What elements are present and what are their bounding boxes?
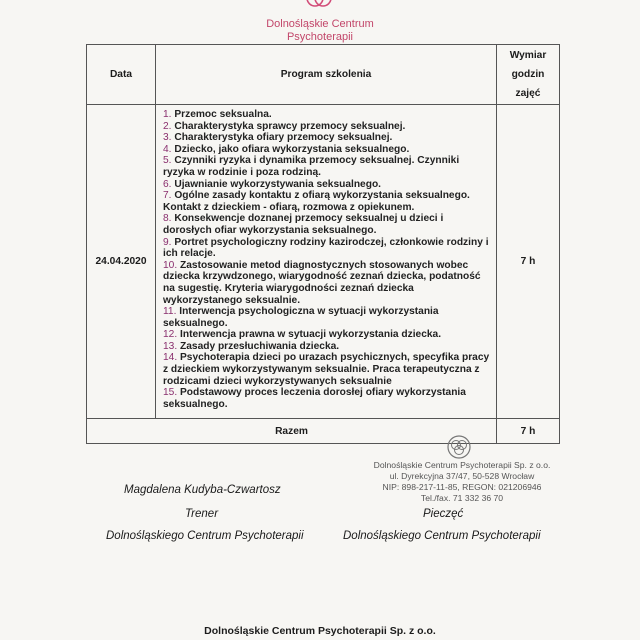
topic-text: Ogólne zasady kontaktu z ofiarą wykorzystania seksualnego. Kontakt z dzieckiem - ofiarą, rozmowa z opiekunem. <box>163 190 470 213</box>
topic-number: 2. <box>163 120 172 132</box>
table-row <box>87 105 560 419</box>
list-item <box>163 121 490 133</box>
list-item <box>163 190 490 213</box>
topic-number: 11. <box>163 306 177 318</box>
list-item <box>163 132 490 144</box>
trainer-role: Trener <box>185 508 219 520</box>
stamp-organization: Dolnośląskiego Centrum Psychoterapii <box>343 530 541 542</box>
topic-text: Ujawnianie wykorzystywania seksualnego. <box>174 178 382 190</box>
topic-number: 14. <box>163 352 178 364</box>
training-date: 24.04.2020 <box>87 105 156 419</box>
topic-text: Dziecko, jako ofiara wykorzystania seksualnego. <box>174 143 410 155</box>
topic-number: 4. <box>163 143 172 155</box>
program-content-cell <box>156 105 497 419</box>
col-header-hours-line1: Wymiar <box>509 50 547 61</box>
list-item <box>163 213 490 236</box>
training-program-table <box>86 44 560 444</box>
topic-number: 7. <box>163 190 172 202</box>
topic-text: Psychoterapia dzieci po urazach psychicznych, specyfika pracy z dzieckiem wykorzystywanym seksualnie. Praca terapeutyczna z rodzicami dzieci wykorzystywanych seksualnie <box>163 352 490 387</box>
topic-number: 12. <box>163 329 178 341</box>
list-item <box>163 260 490 306</box>
org-name-line1: Dolnośląskie Centrum <box>266 18 374 30</box>
topic-text: Interwencja psychologiczna w sytuacji wykorzystania seksualnego. <box>163 306 439 329</box>
stamp-line-company: Dolnośląskie Centrum Psychoterapii Sp. z o.o. <box>373 460 551 470</box>
table-header-row <box>87 45 560 105</box>
topic-number: 15. <box>163 387 178 399</box>
stamp-line-phone: Tel./fax. 71 332 36 70 <box>420 493 504 503</box>
list-item <box>163 109 490 121</box>
topic-text: Zasady przesłuchiwania dziecka. <box>180 340 340 352</box>
topic-number: 13. <box>163 340 178 352</box>
topic-number: 3. <box>163 132 172 144</box>
col-header-hours <box>497 45 560 105</box>
topic-list <box>159 107 494 416</box>
list-item <box>163 329 490 341</box>
list-item <box>163 387 490 410</box>
topic-number: 5. <box>163 155 172 167</box>
topic-text: Interwencja prawna w sytuacji wykorzystania dziecka. <box>180 329 442 341</box>
col-header-date: Data <box>87 45 156 105</box>
col-header-hours-line3: zajęć <box>515 88 541 99</box>
topic-text: Podstawowy proces leczenia dorosłej ofiary wykorzystania seksualnego. <box>163 387 466 410</box>
list-item <box>163 341 490 353</box>
topic-number: 1. <box>163 109 172 120</box>
topic-number: 6. <box>163 178 172 190</box>
stamp-label: Pieczęć <box>423 508 464 520</box>
list-item <box>163 155 490 178</box>
total-hours: 7 h <box>497 419 560 444</box>
total-label: Razem <box>87 419 497 444</box>
stamp-line-nip-regon: NIP: 898-217-11-85, REGON: 021206946 <box>382 482 542 492</box>
total-row <box>87 419 560 444</box>
trainer-organization: Dolnośląskiego Centrum Psychoterapii <box>106 530 304 542</box>
topic-number: 9. <box>163 236 172 248</box>
list-item <box>163 144 490 156</box>
col-header-program: Program szkolenia <box>156 45 497 105</box>
topic-text: Charakterystyka ofiary przemocy seksualnej. <box>174 132 393 144</box>
topic-text: Czynniki ryzyka i dynamika przemocy seksualnej. Czynniki ryzyka w rodzinie i poza rodziną. <box>163 155 460 178</box>
organization-logo-icon <box>304 0 334 12</box>
topic-number: 8. <box>163 213 172 225</box>
topic-text: Zastosowanie metod diagnostycznych stosowanych wobec dziecka krzywdzonego, wiarygodność zeznań dziecka, podatność na sugestię. Kryteria wiarygodności zeznań dziecka wykorzystanego seksualnie. <box>163 259 481 306</box>
topic-number: 10. <box>163 259 178 271</box>
col-header-hours-line2: godzin <box>511 69 545 80</box>
stamp-line-address: ul. Dyrekcyjna 37/47, 50-528 Wrocław <box>389 471 535 481</box>
training-hours: 7 h <box>497 105 560 419</box>
topic-text: Konsekwencje doznanej przemocy seksualnej u dzieci i dorosłych ofiar wykorzystania seksualnego. <box>163 213 444 236</box>
list-item <box>163 306 490 329</box>
topic-text: Portret psychologiczny rodziny kazirodczej, członkowie rodziny i ich relacje. <box>163 236 489 260</box>
list-item <box>163 179 490 191</box>
org-name-line2: Psychoterapii <box>286 31 354 43</box>
topic-text: Charakterystyka sprawcy przemocy seksualnej. <box>174 120 406 132</box>
footer-company-name: Dolnośląskie Centrum Psychoterapii Sp. z o.o. <box>204 625 436 637</box>
stamp-logo-icon <box>446 434 472 460</box>
list-item <box>163 237 490 260</box>
list-item <box>163 352 490 387</box>
topic-text: Przemoc seksualna. <box>174 109 272 120</box>
trainer-name: Magdalena Kudyba-Czwartosz <box>124 484 281 496</box>
